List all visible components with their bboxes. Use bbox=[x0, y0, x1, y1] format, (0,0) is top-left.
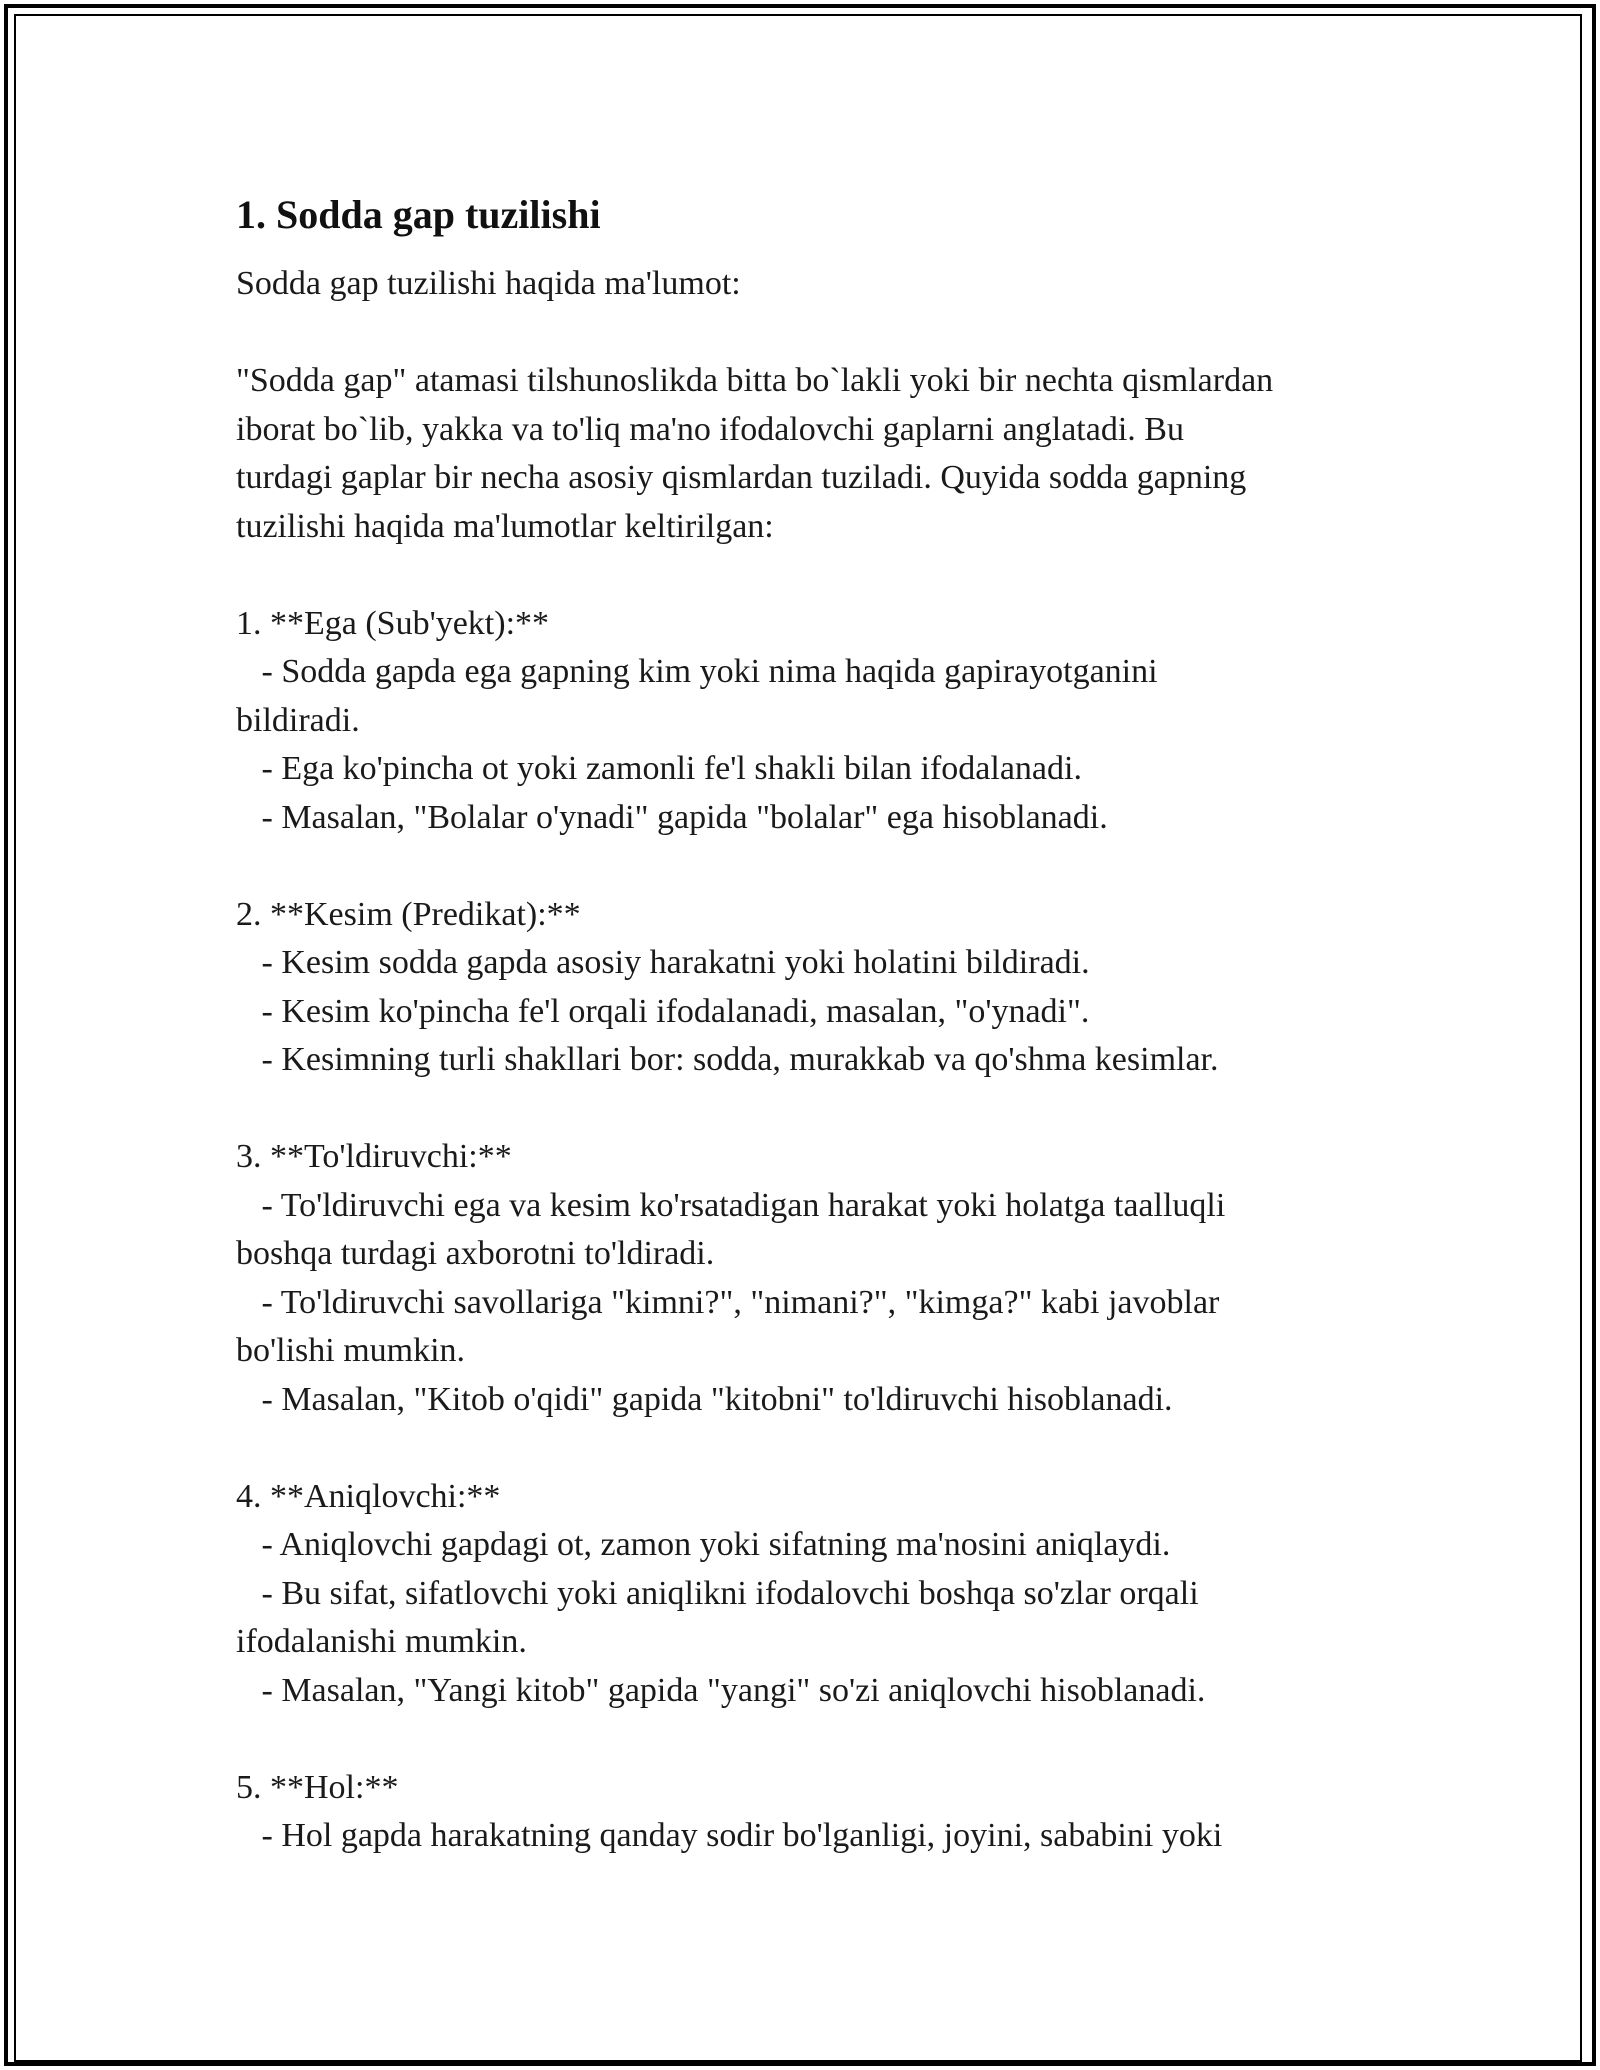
text-line: 3. **To'ldiruvchi:** bbox=[236, 1138, 512, 1175]
text-lines bbox=[236, 260, 1376, 1861]
text-line: - Masalan, "Bolalar o'ynadi" gapida "bolalar" ega hisoblanadi. bbox=[236, 798, 1108, 836]
text-line: - To'ldiruvchi savollariga "kimni?", "nimani?", "kimga?" kabi javoblar bbox=[236, 1283, 1220, 1321]
text-line: - Kesimning turli shakllari bor: sodda, murakkab va qo'shma kesimlar. bbox=[236, 1041, 1219, 1078]
text-line: turdagi gaplar bir necha asosiy qismlardan tuziladi. Quyida sodda gapning bbox=[236, 459, 1247, 496]
text-line: - Hol gapda harakatning qanday sodir bo'lganligi, joyini, sababini yoki bbox=[236, 1817, 1223, 1854]
text-line bbox=[236, 1715, 1376, 1764]
text-line: - Ega ko'pincha ot yoki zamonli fe'l shakli bilan ifodalanadi. bbox=[236, 750, 1082, 787]
text-line: 4. **Aniqlovchi:** bbox=[236, 1477, 501, 1515]
text-line: ifodalanishi mumkin. bbox=[236, 1623, 527, 1660]
text-line: Sodda gap tuzilishi haqida ma'lumot: bbox=[236, 265, 741, 302]
document-body bbox=[236, 188, 1376, 1861]
text-line: - Sodda gapda ega gapning kim yoki nima haqida gapirayotganini bbox=[236, 653, 1158, 690]
text-line: tuzilishi haqida ma'lumotlar keltirilgan: bbox=[236, 507, 774, 545]
text-line bbox=[236, 842, 1376, 891]
text-line: - Masalan, "Yangi kitob" gapida "yangi" so'zi aniqlovchi hisoblanadi. bbox=[236, 1671, 1206, 1709]
text-line: - Aniqlovchi gapdagi ot, zamon yoki sifatning ma'nosini aniqlaydi. bbox=[236, 1526, 1171, 1563]
text-line bbox=[236, 309, 1376, 358]
text-line bbox=[236, 1085, 1376, 1134]
section-heading: 1. Sodda gap tuzilishi bbox=[236, 192, 601, 237]
text-line: bo'lishi mumkin. bbox=[236, 1332, 466, 1369]
text-line: bildiradi. bbox=[236, 701, 360, 739]
text-line: - Masalan, "Kitob o'qidi" gapida "kitobni" to'ldiruvchi hisoblanadi. bbox=[236, 1380, 1173, 1418]
text-line: - Bu sifat, sifatlovchi yoki aniqlikni ifodalovchi boshqa so'zlar orqali bbox=[236, 1574, 1199, 1612]
text-line: iborat bo`lib, yakka va to'liq ma'no ifodalovchi gaplarni anglatadi. Bu bbox=[236, 410, 1184, 448]
text-line: 1. **Ega (Sub'yekt):** bbox=[236, 604, 550, 642]
text-line: 2. **Kesim (Predikat):** bbox=[236, 895, 581, 933]
text-line: - To'ldiruvchi ega va kesim ko'rsatadigan harakat yoki holatga taalluqli bbox=[236, 1186, 1226, 1224]
text-line bbox=[236, 551, 1376, 600]
text-line: boshqa turdagi axborotni to'ldiradi. bbox=[236, 1235, 715, 1272]
text-line: - Kesim ko'pincha fe'l orqali ifodalanadi, masalan, "o'ynadi". bbox=[236, 992, 1090, 1030]
text-line: "Sodda gap" atamasi tilshunoslikda bitta bo`lakli yoki bir nechta qismlardan bbox=[236, 362, 1274, 399]
text-line bbox=[236, 1424, 1376, 1473]
text-line: - Kesim sodda gapda asosiy harakatni yoki holatini bildiradi. bbox=[236, 944, 1090, 981]
text-line: 5. **Hol:** bbox=[236, 1768, 399, 1806]
